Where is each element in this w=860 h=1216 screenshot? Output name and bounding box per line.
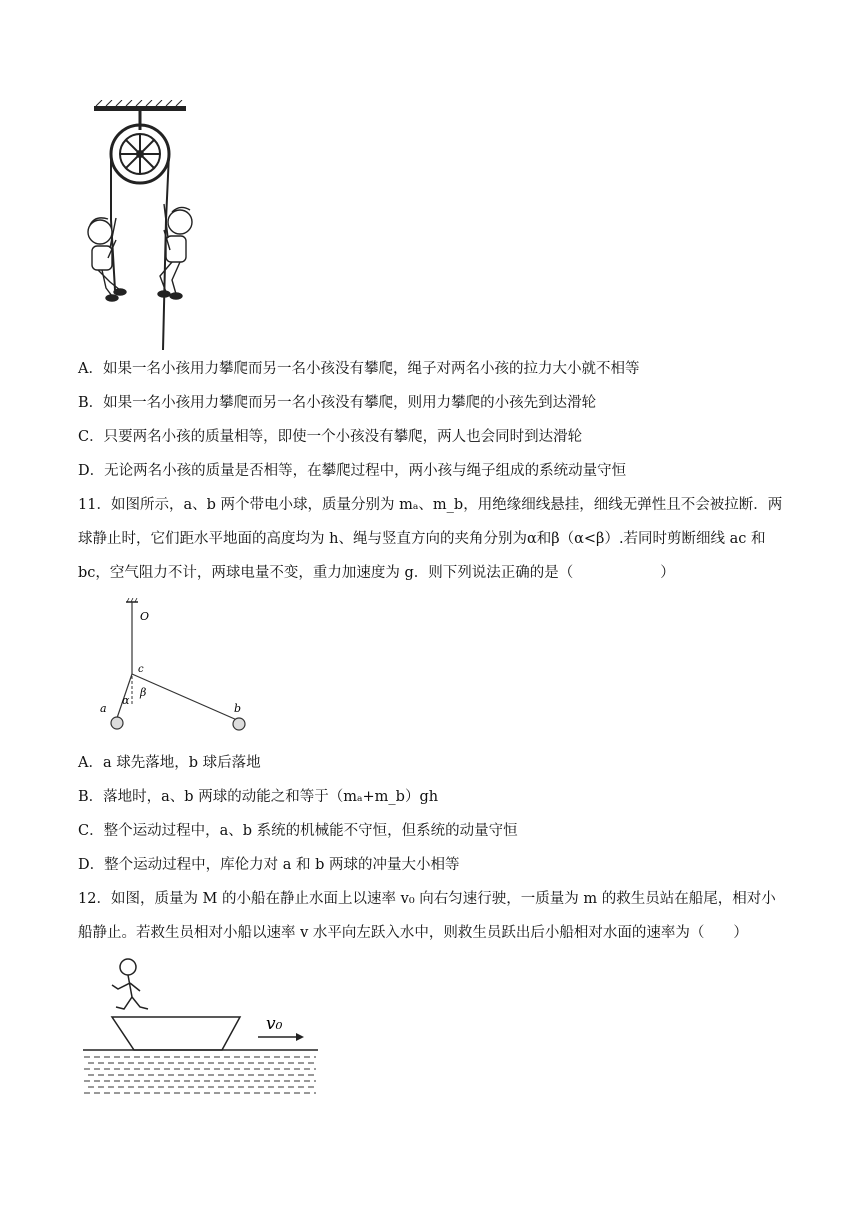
label-beta: β	[140, 686, 147, 699]
q11-option-a: A．a 球先落地，b 球后落地	[78, 755, 261, 771]
q10-option-b: B．如果一名小孩用力攀爬而另一名小孩没有攀爬，则用力攀爬的小孩先到达滑轮	[78, 395, 597, 411]
label-b: b	[234, 702, 242, 715]
q11-option-c: C．整个运动过程中，a、b 系统的机械能不守恒，但系统的动量守恒	[78, 823, 518, 839]
boat-figure	[78, 955, 323, 1100]
q11-stem-line-3: bc，空气阻力不计，两球电量不变，重力加速度为 g．则下列说法正确的是（ ）	[78, 565, 675, 581]
charged-balls-figure	[90, 598, 260, 738]
label-v0: v₀	[266, 1014, 283, 1034]
label-a: a	[100, 702, 107, 715]
q11-stem-line-2: 球静止时，它们距水平地面的高度均为 h、绳与竖直方向的夹角分别为α和β（α<β）.若同时剪断细线 ac 和	[78, 531, 766, 547]
pulley-figure	[80, 100, 200, 350]
label-c: c	[138, 664, 144, 675]
q12-stem-line-2: 船静止。若救生员相对小船以速率 v 水平向左跃入水中，则救生员跃出后小船相对水面的速率为（ ）	[78, 925, 748, 941]
q10-option-a: A．如果一名小孩用力攀爬而另一名小孩没有攀爬，绳子对两名小孩的拉力大小就不相等	[78, 361, 640, 377]
label-alpha: α	[122, 694, 130, 707]
q11-stem-line-1: 11．如图所示，a、b 两个带电小球，质量分别为 mₐ、m_b，用绝缘细线悬挂，细线无弹性且不会被拉断．两	[78, 497, 783, 513]
q11-option-d: D．整个运动过程中，库伦力对 a 和 b 两球的冲量大小相等	[78, 857, 460, 873]
label-O: O	[140, 610, 150, 623]
q10-option-d: D．无论两名小孩的质量是否相等，在攀爬过程中，两小孩与绳子组成的系统动量守恒	[78, 463, 627, 479]
q10-option-c: C．只要两名小孩的质量相等，即使一个小孩没有攀爬，两人也会同时到达滑轮	[78, 429, 583, 445]
q11-option-b: B．落地时，a、b 两球的动能之和等于（mₐ+m_b）gh	[78, 789, 439, 805]
q12-stem-line-1: 12．如图，质量为 M 的小船在静止水面上以速率 v₀ 向右匀速行驶，一质量为 m 的救生员站在船尾，相对小	[78, 891, 776, 907]
